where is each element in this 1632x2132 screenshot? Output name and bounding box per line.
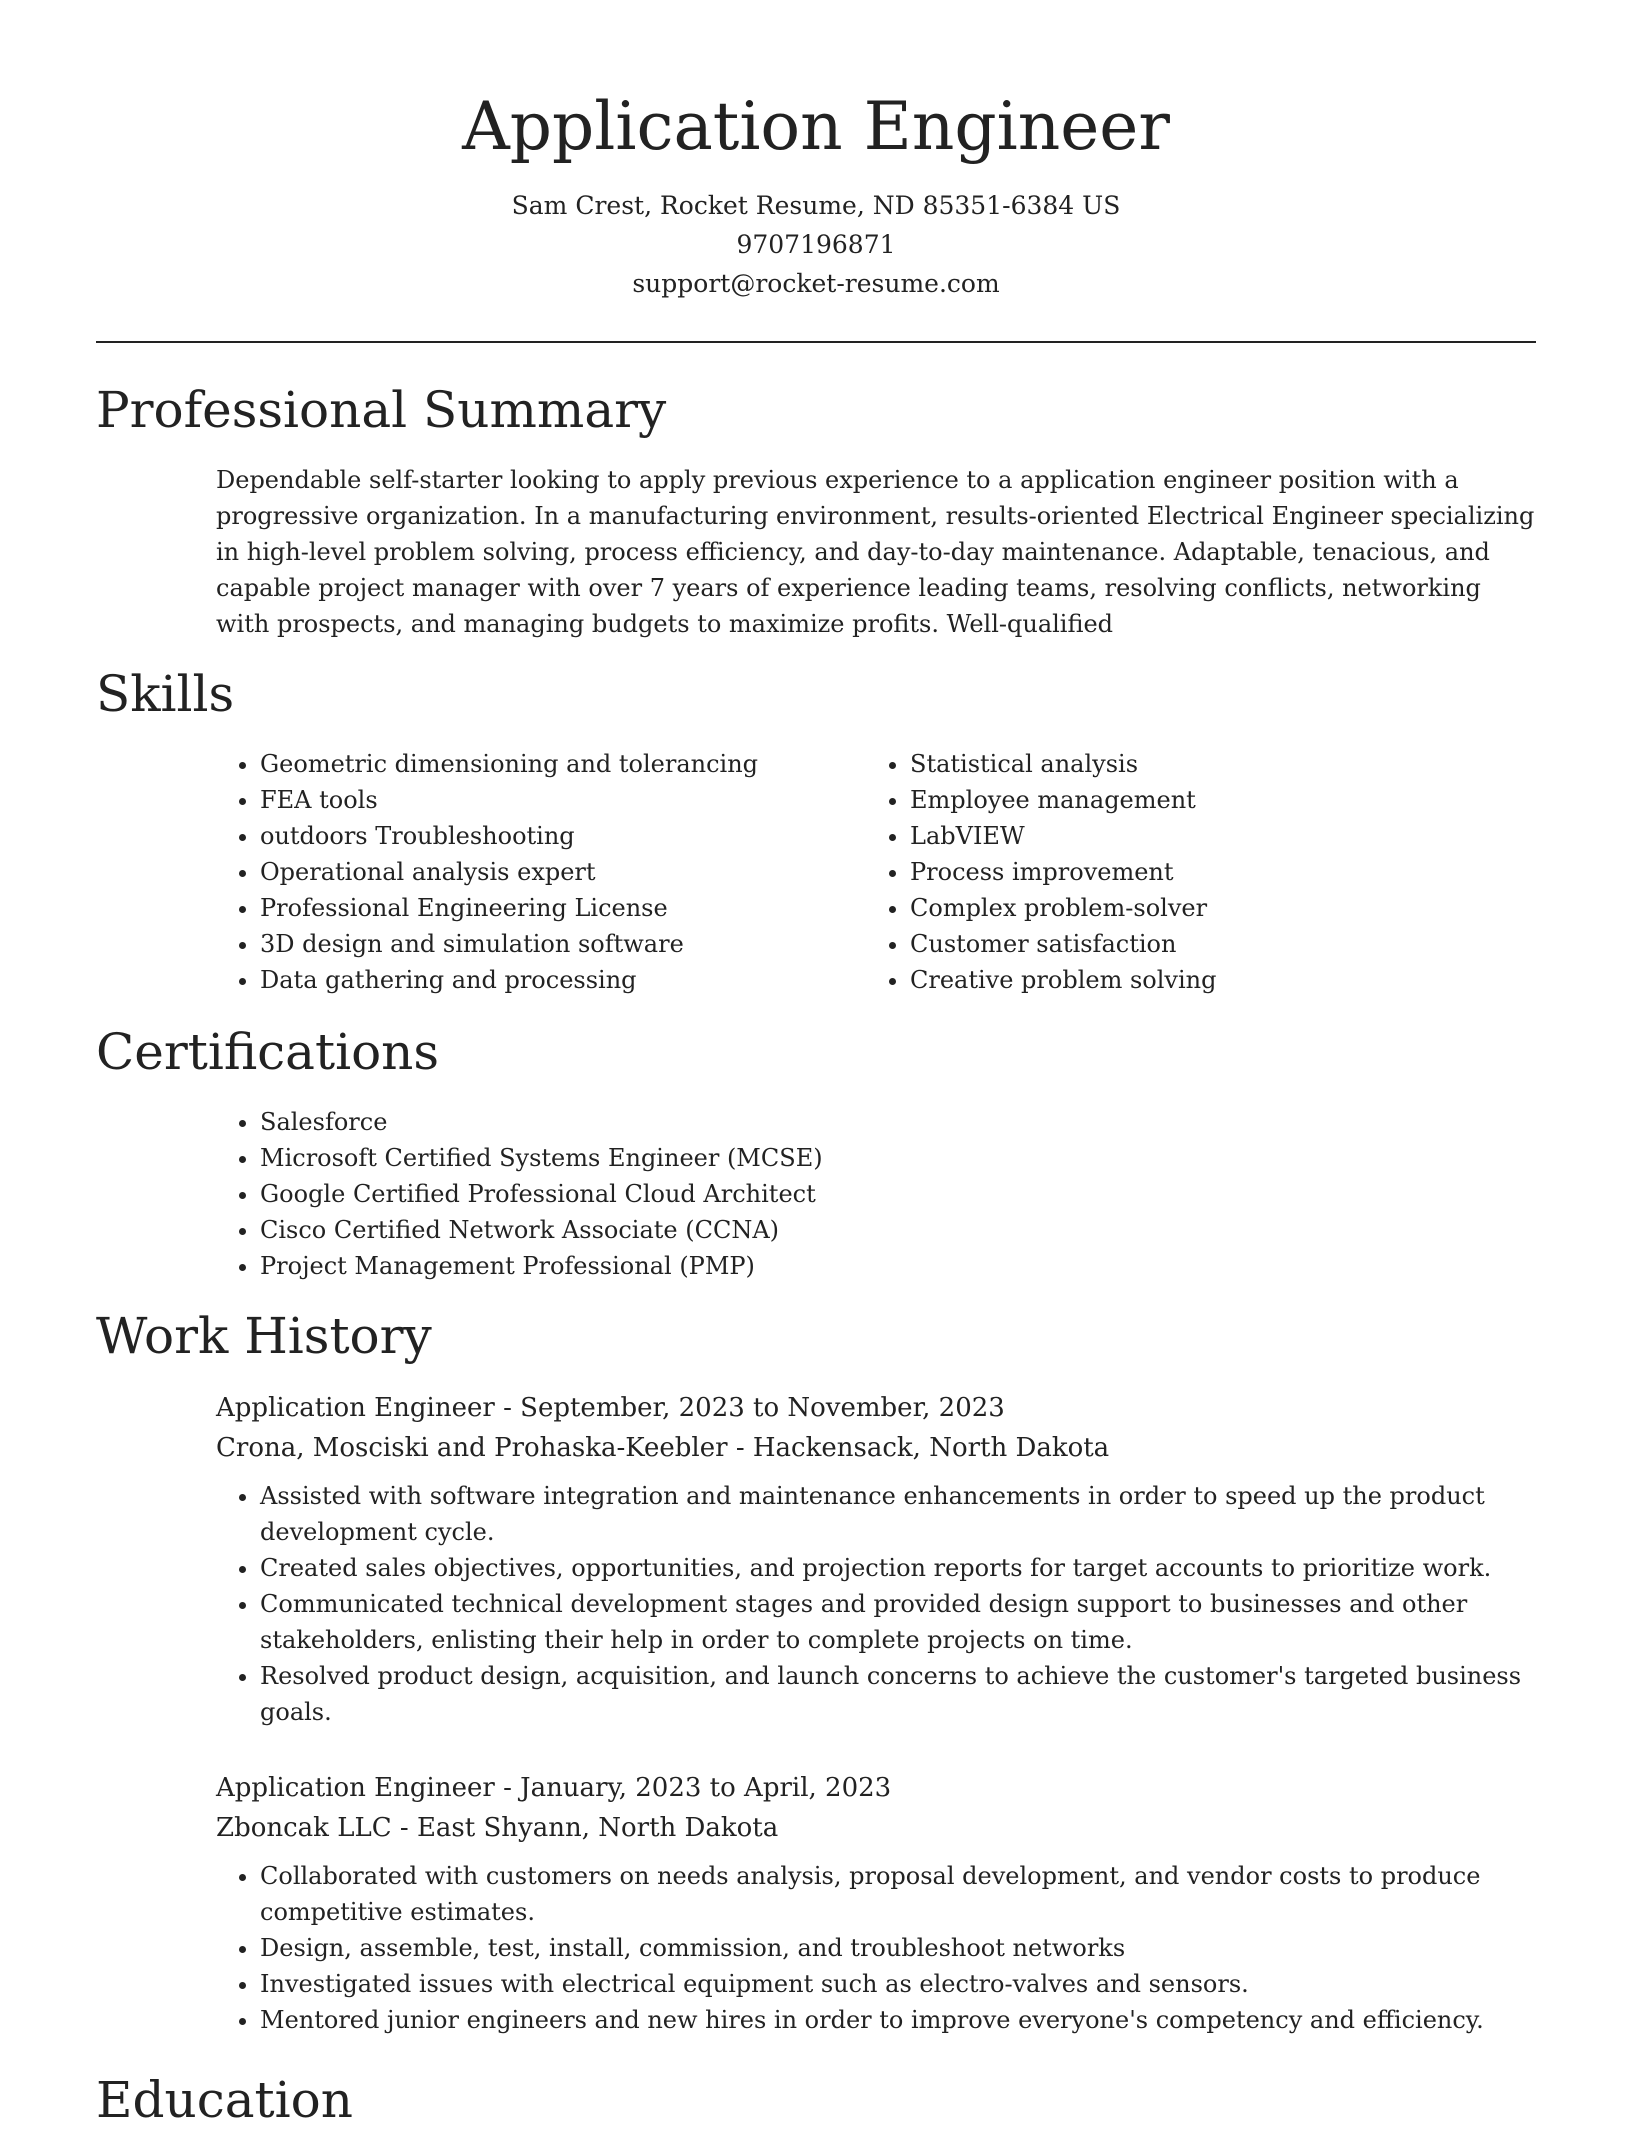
skill-item: • Data gathering and processing bbox=[260, 962, 856, 998]
job-bullet: • Mentored junior engineers and new hires in order to improve everyone's competency and efficiency. bbox=[260, 2002, 1538, 2038]
summary-text: Dependable self-starter looking to apply previous experience to a application engineer position with a progressive organization. In a manufacturing environment, results-oriented Electrical Engineer specializing in high-level problem solving, process efficiency, and day-to-day maintenance. Adaptable, tenacious, and capable project manager with over 7 years of experience leading teams, resolving conflicts, networking with prospects, and managing budgets to maximize profits. Well-qualified bbox=[216, 466, 1535, 638]
skills-column-left bbox=[216, 746, 856, 998]
job-title: Application Engineer bbox=[216, 1393, 495, 1423]
work-history-heading: Work History bbox=[96, 1307, 432, 1365]
job-company-line bbox=[216, 1428, 1538, 1468]
job-company-line bbox=[216, 1808, 1538, 1848]
skill-item: • FEA tools bbox=[260, 782, 856, 818]
job-location: - East Shyann, North Dakota bbox=[391, 1813, 779, 1843]
job-dates: - January, 2023 to April, 2023 bbox=[494, 1773, 892, 1803]
skill-item: • Geometric dimensioning and tolerancing bbox=[260, 746, 856, 782]
job-bullet: • Assisted with software integration and maintenance enhancements in order to speed up the product development cycle. bbox=[260, 1478, 1538, 1550]
job-bullet: • Created sales objectives, opportunities, and projection reports for target accounts to prioritize work. bbox=[260, 1550, 1538, 1586]
skill-item: • Creative problem solving bbox=[910, 962, 1506, 998]
job-title-line bbox=[216, 1768, 1538, 1808]
skill-item: • Complex problem-solver bbox=[910, 890, 1506, 926]
contact-address: Sam Crest, Rocket Resume, ND 85351-6384 US bbox=[511, 191, 1121, 220]
skill-item: • Employee management bbox=[910, 782, 1506, 818]
education-heading: Education bbox=[96, 2071, 353, 2129]
job-entry bbox=[216, 1388, 1538, 1730]
job-title: Application Engineer bbox=[216, 1773, 495, 1803]
skills-column-right bbox=[866, 746, 1506, 998]
skill-item: • Statistical analysis bbox=[910, 746, 1506, 782]
certification-item: • Cisco Certified Network Associate (CCNA) bbox=[260, 1212, 1416, 1248]
job-location: - Hackensack, North Dakota bbox=[727, 1433, 1110, 1463]
skill-item: • outdoors Troubleshooting bbox=[260, 818, 856, 854]
job-dates: - September, 2023 to November, 2023 bbox=[494, 1393, 1005, 1423]
summary-heading: Professional Summary bbox=[96, 381, 667, 439]
job-bullet: • Communicated technical development stages and provided design support to businesses and other stakeholders, enlisting their help in order to complete projects on time. bbox=[260, 1586, 1538, 1658]
job-title-line bbox=[216, 1388, 1538, 1428]
job-company: Zboncak LLC bbox=[216, 1813, 392, 1843]
skills-heading: Skills bbox=[96, 665, 235, 723]
skill-item: • Process improvement bbox=[910, 854, 1506, 890]
certification-item: • Microsoft Certified Systems Engineer (MCSE) bbox=[260, 1140, 1416, 1176]
skill-item: • Professional Engineering License bbox=[260, 890, 856, 926]
skill-item: • Customer satisfaction bbox=[910, 926, 1506, 962]
skill-item: • Operational analysis expert bbox=[260, 854, 856, 890]
certification-item: • Project Management Professional (PMP) bbox=[260, 1248, 1416, 1284]
resume-title: Application Engineer bbox=[462, 88, 1170, 165]
job-bullet: • Collaborated with customers on needs analysis, proposal development, and vendor costs to produce competitive estimates. bbox=[260, 1858, 1538, 1930]
job-entry bbox=[216, 1768, 1538, 2038]
certification-item: • Salesforce bbox=[260, 1104, 1416, 1140]
certification-item: • Google Certified Professional Cloud Architect bbox=[260, 1176, 1416, 1212]
job-company: Crona, Mosciski and Prohaska-Keebler bbox=[216, 1433, 728, 1463]
contact-phone: 9707196871 bbox=[736, 230, 896, 259]
certifications-list bbox=[216, 1104, 1416, 1284]
certifications-heading: Certifications bbox=[96, 1023, 440, 1081]
skill-item: • 3D design and simulation software bbox=[260, 926, 856, 962]
contact-email: support@rocket-resume.com bbox=[632, 269, 1000, 298]
header-divider bbox=[96, 341, 1536, 343]
job-bullet: • Resolved product design, acquisition, and launch concerns to achieve the customer's targeted business goals. bbox=[260, 1658, 1538, 1730]
job-bullet: • Design, assemble, test, install, commission, and troubleshoot networks bbox=[260, 1930, 1538, 1966]
job-bullet: • Investigated issues with electrical equipment such as electro-valves and sensors. bbox=[260, 1966, 1538, 2002]
resume-header bbox=[96, 82, 1536, 303]
skill-item: • LabVIEW bbox=[910, 818, 1506, 854]
